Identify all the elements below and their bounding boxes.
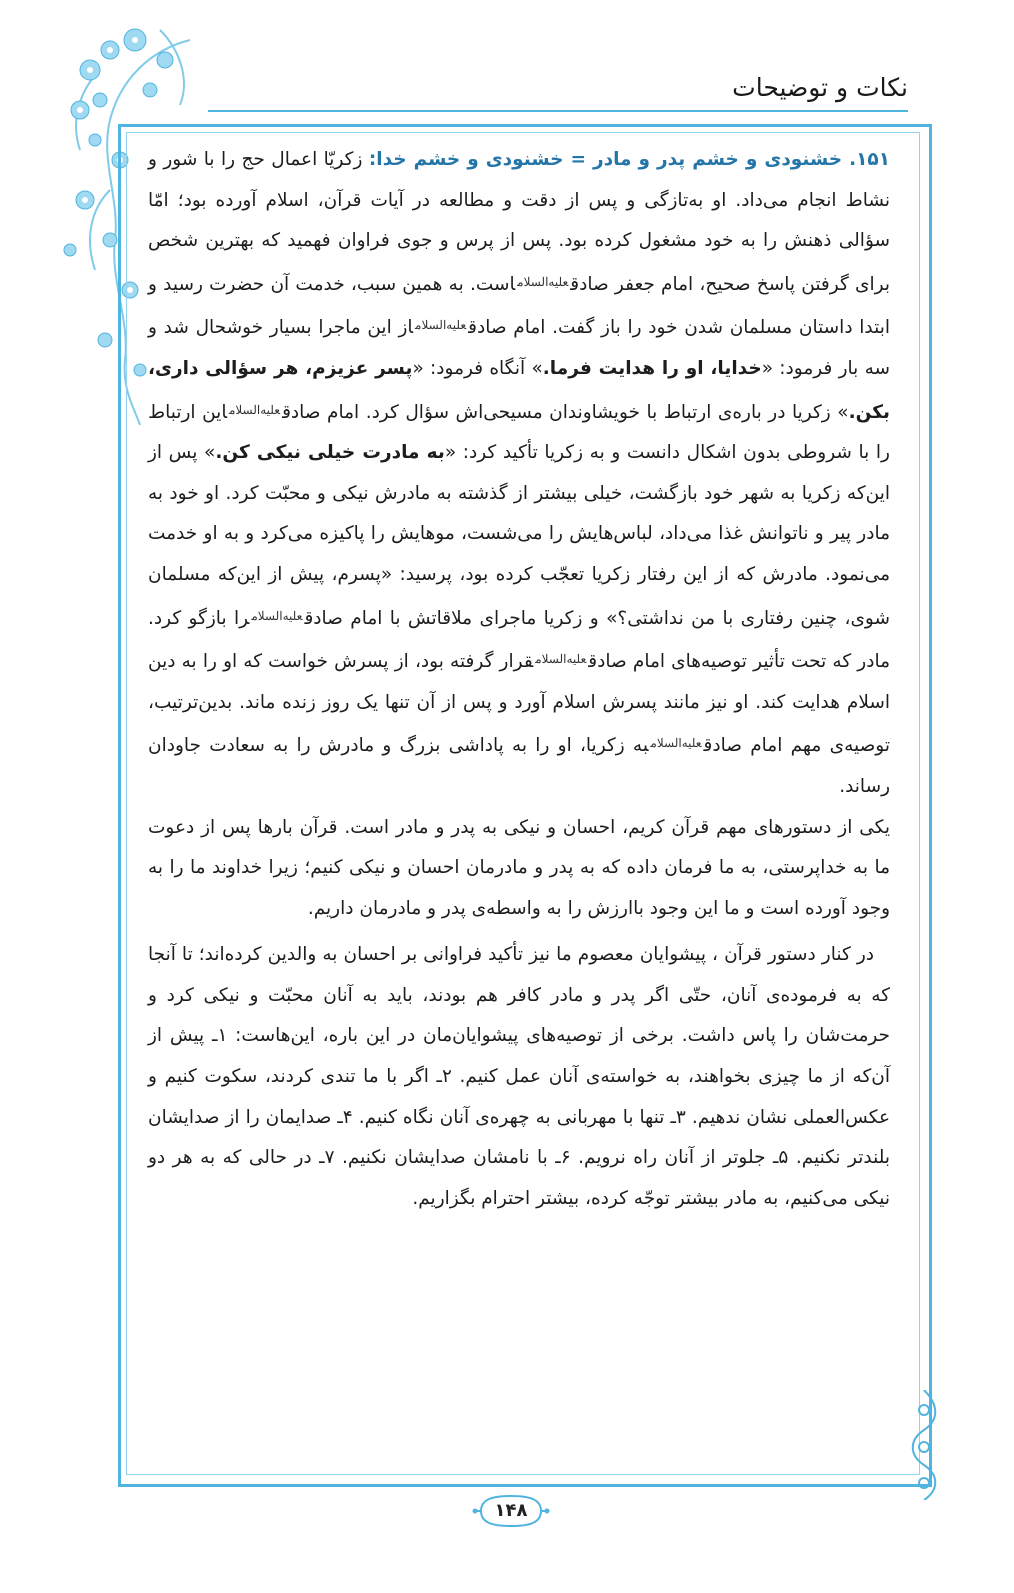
header-rule — [208, 110, 908, 112]
paragraph-3: در کنار دستور قرآن ، پیشوایان معصوم ما نیز تأکید فراوانی بر احسان به والدین کرده‌اند؛ تا آنجا که به فرموده‌ی آنان، حتّی اگر پدر و مادر کافر هم بودند، باید به آنان محبّت و نیکی کرد و حرمت‌شان را پاس داشت. برخی از توصیه‌های پیشوایان‌مان در این باره، این‌هاست: ۱ـ پیش از آن‌که از ما چیزی بخواهند، به خواسته‌ی آنان عمل کنیم. ۲ـ اگر با ما تندی کردند، سکوت کنیم و عکس‌العملی نشان ندهیم. ۳ـ تنها با مهربانی به چهره‌ی آنان نگاه کنیم. ۴ـ صدایمان را از صدایشان بلندتر نکنیم. ۵ـ جلوتر از آنان راه نرویم. ۶ـ با نامشان صدایشان نکنیم. ۷ـ در حالی که به هر دو نیکی می‌کنیم، به مادر بیشتر توجّه کرده، بیشتر احترام بگزاریم. — [148, 944, 890, 1209]
story-paragraph: ۱۵۱. خشنودی و خشم پدر و مادر = خشنودی و خشم خدا: زکریّا اعمال حج را با شور و نشاط انجام می‌داد. او به‌تازگی و پس از دقت و مطالعه در آیات قرآن، اسلام آورده بود؛ امّا سؤالی ذهنش را به خود مشغول کرده بود. پس از پرس و جوی فراوان فهمید که بهترین شخص برای گرفتن پاسخ صحیح، امام جعفر صادق$^{علیه‌السلام}$است. به همین سبب، خدمت آن حضرت رسید و ابتدا داستان مسلمان شدن خود را باز گفت. امام صادق$^{علیه‌السلام}$از این ماجرا بسیار خوشحال شد و سه بار فرمود: «خدایا، او را هدایت فرما.» آنگاه فرمود: «پسر عزیزم، هر سؤالی داری، بکن.» زکریا در باره‌ی ارتباط با خویشاوندان مسیحی‌اش سؤال کرد. امام صادق$^{علیه‌السلام}$این ارتباط را با شروطی بدون اشکال دانست و به زکریا تأکید کرد: «به مادرت خیلی نیکی کن.» پس از این‌که زکریا به شهر خود بازگشت، خیلی بیشتر از گذشته به مادرش نیکی و محبّت کرد. او خود به مادر پیر و ناتوانش غذا می‌داد، لباس‌هایش را می‌شست، موهایش را پاکیزه می‌کرد و به او خدمت می‌نمود. مادرش که از این رفتار زکریا تعجّب کرده بود، پرسید: «پسرم، پیش از این‌که مسلمان شوی، چنین رفتاری با من نداشتی؟» و زکریا ماجرای ملاقاتش با امام صادق$^{علیه‌السلام}$را بازگو کرد. مادر که تحت تأثیر توصیه‌های امام صادق$^{علیه‌السلام}$قرار گرفته بود، از پسرش خواست که او را به دین اسلام هدایت کند. او نیز مانند پسرش اسلام آورد و پس از آن تنها یک روز زنده ماند. بدین‌ترتیب، توصیه‌ی مهم امام صادق$^{علیه‌السلام}$به زکریا، او را به پاداشی بزرگ و مادرش را به سعادت جاودان رساند. — [148, 149, 891, 797]
salutation-glyph: علیه‌السلام — [415, 318, 467, 333]
salutation-glyph: علیه‌السلام — [251, 608, 303, 623]
quote-3: به مادرت خیلی نیکی کن. — [215, 442, 445, 464]
salutation-glyph: علیه‌السلام — [517, 274, 569, 289]
salutation-glyph: علیه‌السلام — [228, 402, 281, 417]
salutation-glyph: علیه‌السلام — [535, 652, 587, 667]
page-header — [228, 66, 908, 112]
quote-2: پسر عزیزم، هر سؤالی داری، بکن. — [148, 357, 890, 423]
page-number-badge — [471, 1493, 551, 1529]
main-text — [148, 140, 890, 1219]
paragraph-2: یکی از دستورهای مهم قرآن کریم، احسان و نیکی به پدر و مادر است. قرآن بارها پس از دعوت ما به خداپرستی، به ما فرمان داده که به پدر و مادرمان احسان و نیکی کنیم؛ زیرا خداوند ما را به وجود آورده است و ما این وجود باارزش را به واسطه‌ی پدر و مادرمان داریم. — [148, 816, 890, 919]
side-ornament — [904, 1390, 944, 1500]
header-title: نکات و توضیحات — [732, 73, 908, 102]
salutation-glyph: علیه‌السلام — [650, 736, 702, 751]
quote-1: خدایا، او را هدایت فرما. — [542, 357, 762, 379]
page-number: ۱۴۸ — [494, 1500, 528, 1521]
section-heading: ۱۵۱. خشنودی و خشم پدر و مادر = خشنودی و خشم خدا: — [368, 149, 891, 170]
